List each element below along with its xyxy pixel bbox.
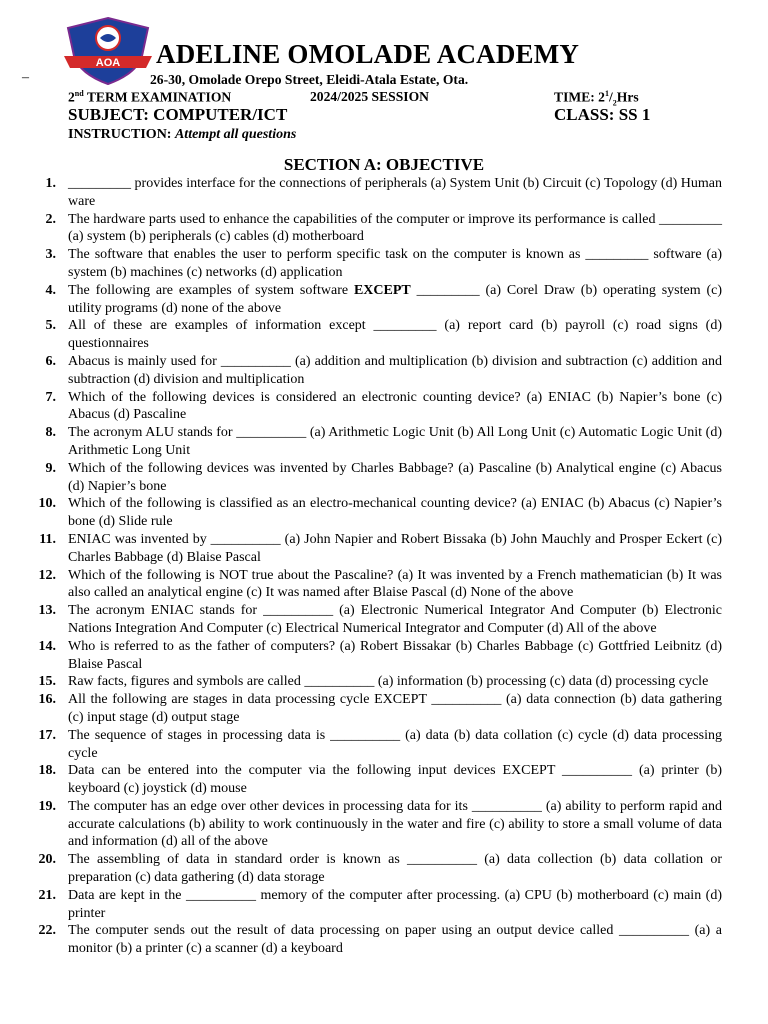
class-label: CLASS: SS 1 — [554, 105, 651, 124]
question-text: Data are kept in the __________ memory of the computer after processing. (a) CPU (b) motherboard (c) main (d) printer — [68, 887, 722, 921]
question-item — [0, 673, 722, 691]
question-text: The computer sends out the result of data processing on paper using an output device called __________ (a) a monitor (b) a printer (c) a scanner (d) a keyboard — [68, 923, 722, 957]
question-item — [0, 691, 722, 727]
question-number: 4. — [45, 282, 56, 298]
question-number: 13. — [38, 603, 56, 619]
question-item — [0, 317, 722, 353]
question-number: 18. — [38, 763, 56, 779]
question-number: 21. — [38, 887, 56, 903]
school-name: ADELINE OMOLADE ACADEMY — [156, 39, 580, 69]
question-item — [0, 353, 722, 389]
question-item — [0, 727, 722, 763]
stray-dash: – — [22, 70, 29, 85]
question-item — [0, 851, 722, 887]
question-text: The following are examples of system software EXCEPT _________ (a) Corel Draw (b) operating system (c) utility programs (d) none of the above — [68, 282, 723, 316]
question-text: Which of the following devices is considered an electronic counting device? (a) ENIAC (b) Napier’s bone (c) Abacus (d) Pascaline — [68, 389, 722, 423]
question-text: The software that enables the user to perform specific task on the computer is known as _________ software (a) system (b) machines (c) networks (d) application — [68, 247, 722, 280]
question-number: 15. — [38, 674, 56, 690]
question-text: The sequence of stages in processing data is __________ (a) data (b) data collation (c) cycle (d) data processing cycle — [68, 727, 722, 761]
question-item — [0, 175, 722, 211]
question-number: 9. — [45, 460, 56, 476]
question-text: Data can be entered into the computer via the following input devices EXCEPT __________ (a) printer (b) keyboard (c) joystick (d) mouse — [68, 763, 722, 797]
question-text: The computer has an edge over other devices in processing data for its __________ (a) ability to perform rapid and accurate calculations (b) ability to work continuously in the water and fire (c) ability to store a small volume of data and information (d) all of the above — [68, 798, 722, 850]
question-text: The acronym ALU stands for __________ (a) Arithmetic Logic Unit (b) All Long Unit (c) Automatic Logic Unit (d) Arithmetic Long Unit — [68, 425, 722, 458]
question-item — [0, 762, 722, 798]
question-item — [0, 424, 722, 460]
question-text: Which of the following devices was invented by Charles Babbage? (a) Pascaline (b) Analytical engine (c) Abacus (d) Napier’s bone — [68, 460, 722, 494]
question-item — [0, 246, 722, 282]
question-number: 6. — [45, 353, 56, 369]
school-address: 26-30, Omolade Orepo Street, Eleidi-Atala Estate, Ota. — [150, 72, 469, 87]
question-text: The hardware parts used to enhance the capabilities of the computer or improve its performance is called _________ (a) system (b) peripherals (c) cables (d) motherboard — [68, 211, 722, 245]
question-item — [0, 495, 722, 531]
question-number: 11. — [39, 531, 56, 547]
question-text: The acronym ENIAC stands for __________ (a) Electronic Numerical Integrator And Computer (b) Electronic Nations Integration And Computer (c) Electrical Numerical Integrator and Computer (d) All of the above — [68, 603, 722, 636]
question-number: 5. — [45, 318, 56, 334]
exam-session: 2024/2025 SESSION — [310, 89, 429, 104]
question-item — [0, 798, 722, 851]
question-number: 2. — [45, 211, 56, 227]
logo-text: AOA — [95, 57, 121, 69]
question-text: All the following are stages in data processing cycle EXCEPT __________ (a) data connection (b) data gathering (c) input stage (d) output stage — [68, 692, 722, 725]
question-text: The assembling of data in standard order is known as __________ (a) data collection (b) data collation or preparation (c) data gathering (d) data storage — [68, 852, 722, 886]
question-item — [0, 460, 722, 496]
question-item — [0, 887, 722, 923]
question-item — [0, 602, 722, 638]
question-number: 20. — [38, 852, 56, 868]
question-number: 12. — [38, 567, 56, 583]
question-text: Which of the following is NOT true about the Pascaline? (a) It was invented by a French mathematician (b) It was also called an analytical engine (c) It was named after Blaise Pascal (d) None of the above — [68, 567, 722, 601]
question-number: 8. — [45, 425, 56, 441]
question-item — [0, 389, 722, 425]
question-text: Who is referred to as the father of computers? (a) Robert Bissakar (b) Charles Babbage (c) Gottfried Leibnitz (d) Blaise Pascal — [68, 638, 722, 672]
question-text: _________ provides interface for the connections of peripherals (a) System Unit (b) Circuit (c) Topology (d) Human ware — [68, 176, 722, 209]
question-text: Which of the following is classified as an electro-mechanical counting device? (a) ENIAC (b) Abacus (c) Napier’s bone (d) Slide rule — [68, 496, 722, 530]
question-list — [0, 175, 768, 958]
question-number: 10. — [38, 496, 56, 512]
subject-row — [68, 105, 728, 127]
question-number: 14. — [38, 638, 56, 654]
question-number: 17. — [38, 727, 56, 743]
question-text: Abacus is mainly used for __________ (a) addition and multiplication (b) division and subtraction (c) addition and subtraction (d) division and multiplication — [68, 353, 722, 387]
question-text: Raw facts, figures and symbols are called __________ (a) information (b) processing (c) data (d) processing cycle — [68, 674, 709, 690]
question-item — [0, 211, 722, 247]
question-number: 7. — [45, 389, 56, 405]
instruction: INSTRUCTION: Attempt all questions — [68, 127, 297, 142]
instruction-text: Attempt all questions — [174, 127, 297, 142]
question-number: 22. — [38, 923, 56, 939]
question-item — [0, 638, 722, 674]
question-item — [0, 531, 722, 567]
question-text: ENIAC was invented by __________ (a) John Napier and Robert Bissaka (b) John Mauchly and Prosper Eckert (c) Charles Babbage (d) Blaise Pascal — [68, 531, 722, 565]
question-text: All of these are examples of information except _________ (a) report card (b) payroll (c) road signs (d) questionnaires — [68, 318, 722, 352]
exam-time: TIME: $2^1/_2Hrs$ — [554, 89, 639, 108]
question-item — [0, 282, 722, 318]
question-number: 16. — [38, 692, 56, 708]
subject-label: SUBJECT: COMPUTER/ICT — [68, 105, 288, 124]
question-item — [0, 922, 722, 958]
section-title: SECTION A: OBJECTIVE — [283, 155, 485, 174]
question-item — [0, 567, 722, 603]
question-number: 1. — [45, 176, 56, 191]
question-number: 19. — [38, 798, 56, 814]
exam-term: 2nd TERM EXAMINATION — [68, 89, 232, 105]
school-logo — [62, 16, 154, 86]
question-number: 3. — [45, 247, 56, 263]
